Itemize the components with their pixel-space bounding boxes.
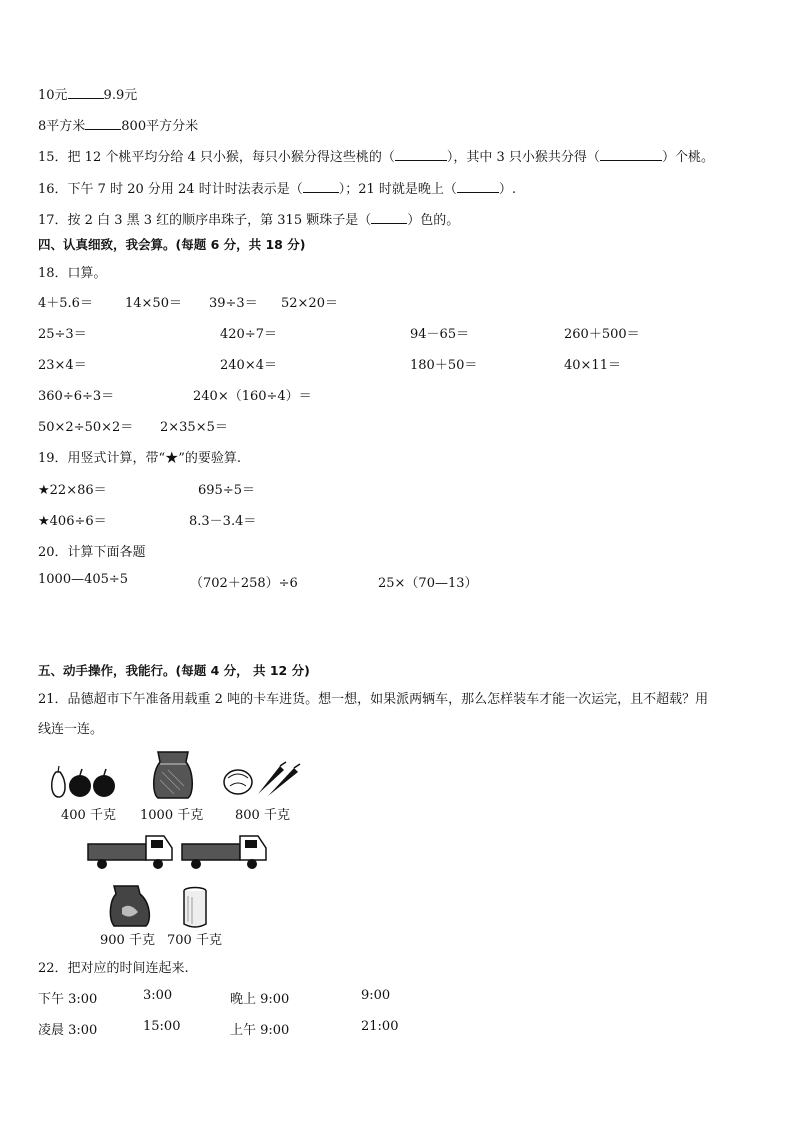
q20-item: （702＋258）÷6 bbox=[190, 576, 298, 591]
bag-image bbox=[108, 884, 154, 928]
q22-item[interactable]: 15:00 bbox=[143, 1019, 181, 1034]
q18-item: 420÷7＝ bbox=[220, 327, 277, 342]
q18-item: 2×35×5＝ bbox=[160, 420, 228, 435]
q18-item: 52×20＝ bbox=[281, 296, 338, 311]
fruit-image bbox=[46, 762, 121, 800]
compare-line-1 bbox=[38, 84, 137, 103]
q15-text-a: 15．把 12 个桃平均分给 4 只小猴，每只小猴分得这些桃的（ bbox=[38, 150, 395, 165]
q22-item[interactable]: 9:00 bbox=[361, 988, 391, 1003]
question-16 bbox=[38, 178, 516, 197]
q22-item[interactable]: 21:00 bbox=[361, 1019, 399, 1034]
answer-blank[interactable] bbox=[371, 211, 407, 224]
q17-text-b: ）色的。 bbox=[407, 213, 460, 228]
q18-item: 360÷6÷3＝ bbox=[38, 389, 115, 404]
q18-item: 25÷3＝ bbox=[38, 327, 87, 342]
answer-blank[interactable] bbox=[395, 148, 447, 161]
q19-item: ★22×86＝ bbox=[38, 483, 107, 498]
q18-item: 260＋500＝ bbox=[564, 327, 640, 342]
q22-item[interactable]: 下午 3:00 bbox=[38, 992, 98, 1007]
q19-item: ★406÷6＝ bbox=[38, 514, 107, 529]
q18-item: 14×50＝ bbox=[125, 296, 182, 311]
vegetables-image bbox=[222, 760, 302, 798]
question-17 bbox=[38, 209, 459, 228]
answer-blank[interactable] bbox=[68, 86, 104, 99]
answer-blank[interactable] bbox=[85, 117, 121, 130]
goods-weight-label: 400 千克 bbox=[61, 808, 116, 823]
q21-text-line-2: 线连一连。 bbox=[38, 722, 104, 737]
compare-left: 10元 bbox=[38, 88, 68, 103]
goods-weight-label: 800 千克 bbox=[235, 808, 290, 823]
q19-title: 19．用竖式计算，带“★”的要验算. bbox=[38, 451, 241, 466]
question-15 bbox=[38, 146, 714, 165]
section-4-header: 四、认真细致，我会算。(每题 6 分，共 18 分) bbox=[38, 237, 306, 252]
q18-item: 180＋50＝ bbox=[410, 358, 478, 373]
truck-2-image bbox=[180, 832, 268, 872]
q17-text-a: 17．按 2 白 3 黑 3 红的顺序串珠子，第 315 颗珠子是（ bbox=[38, 213, 372, 228]
q16-text-b: ）；21 时就是晚上（ bbox=[338, 182, 457, 197]
q18-item: 50×2÷50×2＝ bbox=[38, 420, 134, 435]
q21-text-line-1: 21．品德超市下午准备用载重 2 吨的卡车进货。想一想，如果派两辆车，那么怎样装车才能一次运完，且不超载？用 bbox=[38, 692, 709, 707]
q18-title: 18．口算。 bbox=[38, 266, 107, 281]
compare-right: 9.9元 bbox=[103, 88, 138, 103]
q15-text-c: ）个桃。 bbox=[661, 150, 714, 165]
goods-weight-label: 1000 千克 bbox=[140, 808, 204, 823]
q16-text-a: 16．下午 7 时 20 分用 24 时计时法表示是（ bbox=[38, 182, 303, 197]
q22-item[interactable]: 上午 9:00 bbox=[230, 1023, 290, 1038]
q16-text-c: ）. bbox=[498, 182, 517, 197]
compare-line-2 bbox=[38, 115, 198, 134]
q18-item: 240×（160÷4）＝ bbox=[193, 389, 312, 404]
q20-title: 20．计算下面各题 bbox=[38, 545, 146, 560]
truck-1-image bbox=[86, 832, 174, 872]
q19-item: 695÷5＝ bbox=[198, 483, 255, 498]
q22-title: 22．把对应的时间连起来. bbox=[38, 961, 189, 976]
q20-item: 1000—405÷5 bbox=[38, 572, 129, 587]
answer-blank[interactable] bbox=[457, 180, 499, 193]
q22-item[interactable]: 3:00 bbox=[143, 988, 173, 1003]
q22-item[interactable]: 凌晨 3:00 bbox=[38, 1023, 98, 1038]
q18-item: 23×4＝ bbox=[38, 358, 87, 373]
sack-image bbox=[150, 750, 196, 800]
q18-item: 40×11＝ bbox=[564, 358, 621, 373]
q19-item: 8.3－3.4＝ bbox=[189, 514, 257, 529]
goods-weight-label: 900 千克 bbox=[100, 933, 155, 948]
q22-item[interactable]: 晚上 9:00 bbox=[230, 992, 290, 1007]
section-5-header: 五、动手操作，我能行。(每题 4 分， 共 12 分) bbox=[38, 663, 310, 678]
answer-blank[interactable] bbox=[600, 148, 662, 161]
barrel-image bbox=[180, 886, 210, 930]
compare-right: 800平方分米 bbox=[121, 119, 199, 134]
q18-item: 39÷3＝ bbox=[209, 296, 258, 311]
q18-item: 240×4＝ bbox=[220, 358, 277, 373]
q20-item: 25×（70—13） bbox=[378, 576, 478, 591]
q18-item: 94－65＝ bbox=[410, 327, 470, 342]
q18-item: 4＋5.6＝ bbox=[38, 296, 93, 311]
answer-blank[interactable] bbox=[303, 180, 339, 193]
q15-text-b: ），其中 3 只小猴共分得（ bbox=[446, 150, 600, 165]
compare-left: 8平方米 bbox=[38, 119, 86, 134]
goods-weight-label: 700 千克 bbox=[167, 933, 222, 948]
